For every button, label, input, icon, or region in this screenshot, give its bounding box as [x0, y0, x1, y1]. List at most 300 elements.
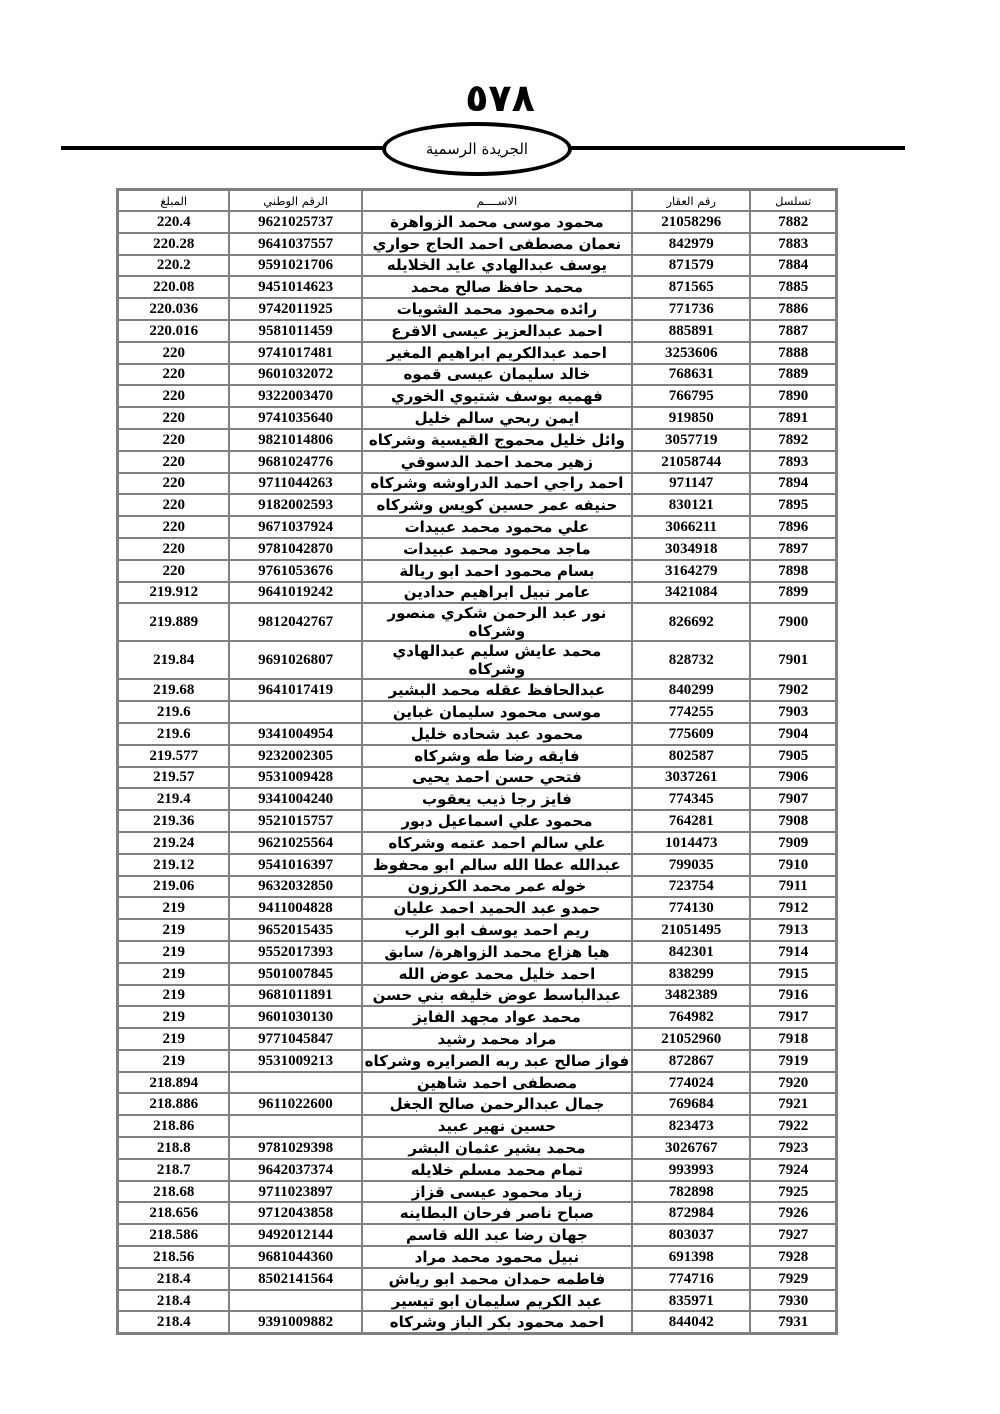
cell-property-no: 3253606 [632, 342, 750, 364]
cell-property-no: 3066211 [632, 516, 750, 538]
cell-amount: 220.28 [118, 233, 229, 255]
table-row [118, 276, 836, 298]
cell-serial: 7889 [750, 364, 836, 386]
cell-serial: 7921 [750, 1093, 836, 1115]
cell-amount: 218.8 [118, 1137, 229, 1159]
cell-property-no: 3482389 [632, 985, 750, 1007]
cell-property-no: 840299 [632, 679, 750, 701]
table-row [118, 1224, 836, 1246]
cell-amount: 220.016 [118, 320, 229, 342]
cell-property-no: 771736 [632, 298, 750, 320]
cell-property-no: 799035 [632, 854, 750, 876]
table-row [118, 1050, 836, 1072]
cell-amount: 220 [118, 407, 229, 429]
cell-serial: 7897 [750, 538, 836, 560]
cell-national-id: 9641017419 [229, 679, 361, 701]
records-table [116, 188, 838, 1335]
cell-national-id [229, 1290, 361, 1312]
cell-amount: 219.889 [118, 603, 229, 641]
cell-name: زهير محمد احمد الدسوقي [362, 451, 632, 473]
cell-name: محمود موسى محمد الزواهرة [362, 211, 632, 233]
publication-title-oval [382, 122, 572, 176]
table-row [118, 963, 836, 985]
cell-name: ريم احمد يوسف ابو الرب [362, 919, 632, 941]
cell-national-id: 9691026807 [229, 641, 361, 679]
cell-national-id: 9681044360 [229, 1246, 361, 1268]
cell-property-no: 871579 [632, 255, 750, 277]
cell-serial: 7885 [750, 276, 836, 298]
cell-national-id: 9671037924 [229, 516, 361, 538]
cell-serial: 7884 [750, 255, 836, 277]
cell-amount: 218.68 [118, 1181, 229, 1203]
cell-serial: 7928 [750, 1246, 836, 1268]
cell-serial: 7892 [750, 429, 836, 451]
cell-national-id: 9781042870 [229, 538, 361, 560]
cell-property-no: 842979 [632, 233, 750, 255]
cell-serial: 7929 [750, 1268, 836, 1290]
cell-name: احمد راجي احمد الدراوشه وشركاه [362, 473, 632, 495]
cell-amount: 218.4 [118, 1268, 229, 1290]
cell-serial: 7891 [750, 407, 836, 429]
cell-name: محمد عواد مجهد الفايز [362, 1006, 632, 1028]
cell-national-id: 9451014623 [229, 276, 361, 298]
cell-national-id: 9591021706 [229, 255, 361, 277]
cell-national-id: 9681024776 [229, 451, 361, 473]
cell-property-no: 872984 [632, 1202, 750, 1224]
cell-name: فايز رجا ذيب يعقوب [362, 788, 632, 810]
cell-serial: 7904 [750, 723, 836, 745]
cell-national-id: 9391009882 [229, 1311, 361, 1333]
cell-serial: 7893 [750, 451, 836, 473]
table-row [118, 1006, 836, 1028]
cell-national-id: 9581011459 [229, 320, 361, 342]
cell-serial: 7919 [750, 1050, 836, 1072]
cell-amount: 219.4 [118, 788, 229, 810]
cell-serial: 7924 [750, 1159, 836, 1181]
cell-amount: 220 [118, 385, 229, 407]
cell-amount: 219.57 [118, 767, 229, 789]
cell-amount: 220 [118, 473, 229, 495]
cell-amount: 218.894 [118, 1072, 229, 1094]
table-body [118, 211, 836, 1333]
cell-national-id: 9601030130 [229, 1006, 361, 1028]
cell-name: ايمن ربحي سالم خليل [362, 407, 632, 429]
cell-property-no: 774024 [632, 1072, 750, 1094]
cell-national-id: 9521015757 [229, 810, 361, 832]
column-header-property-no: رقم العقار [632, 190, 750, 211]
cell-amount: 220 [118, 560, 229, 582]
cell-property-no: 766795 [632, 385, 750, 407]
table-row [118, 1093, 836, 1115]
cell-national-id: 9642037374 [229, 1159, 361, 1181]
cell-serial: 7922 [750, 1115, 836, 1137]
cell-property-no: 871565 [632, 276, 750, 298]
cell-property-no: 826692 [632, 603, 750, 641]
cell-name: جهان رضا عبد الله قاسم [362, 1224, 632, 1246]
cell-property-no: 823473 [632, 1115, 750, 1137]
cell-name: بسام محمود احمد ابو ريالة [362, 560, 632, 582]
cell-name: مراد محمد رشيد [362, 1028, 632, 1050]
table-row [118, 429, 836, 451]
cell-property-no: 21052960 [632, 1028, 750, 1050]
cell-name: مصطفى احمد شاهين [362, 1072, 632, 1094]
cell-name: حنيفه عمر حسين كويس وشركاه [362, 494, 632, 516]
cell-serial: 7915 [750, 963, 836, 985]
cell-property-no: 3026767 [632, 1137, 750, 1159]
cell-serial: 7930 [750, 1290, 836, 1312]
cell-property-no: 764982 [632, 1006, 750, 1028]
cell-name: جمال عبدالرحمن صالح الجغل [362, 1093, 632, 1115]
table-row [118, 1181, 836, 1203]
cell-name: محمد بشير عثمان البشر [362, 1137, 632, 1159]
table-row [118, 701, 836, 723]
table-row [118, 1115, 836, 1137]
cell-name: محمود علي اسماعيل دبور [362, 810, 632, 832]
cell-national-id [229, 1115, 361, 1137]
cell-national-id: 9681011891 [229, 985, 361, 1007]
cell-name: موسى محمود سليمان غباين [362, 701, 632, 723]
page-number: ٥٧٨ [465, 76, 535, 120]
cell-national-id [229, 701, 361, 723]
cell-name: ماجد محمود محمد عبيدات [362, 538, 632, 560]
cell-property-no: 21051495 [632, 919, 750, 941]
cell-national-id: 9812042767 [229, 603, 361, 641]
table-row [118, 767, 836, 789]
cell-national-id: 9761053676 [229, 560, 361, 582]
table-row [118, 1028, 836, 1050]
cell-national-id: 9492012144 [229, 1224, 361, 1246]
column-header-name: الاســــم [362, 190, 632, 211]
cell-name: علي محمود محمد عبيدات [362, 516, 632, 538]
cell-name: فهميه يوسف شتيوي الخوري [362, 385, 632, 407]
cell-amount: 219 [118, 1028, 229, 1050]
table-row [118, 364, 836, 386]
cell-amount: 219 [118, 985, 229, 1007]
cell-amount: 220.2 [118, 255, 229, 277]
cell-national-id: 9741017481 [229, 342, 361, 364]
cell-name: نور عبد الرحمن شكري منصور وشركاه [362, 603, 632, 641]
cell-national-id: 9531009428 [229, 767, 361, 789]
cell-amount: 219.577 [118, 745, 229, 767]
cell-property-no: 802587 [632, 745, 750, 767]
cell-name: عبدالحافظ عقله محمد البشير [362, 679, 632, 701]
table-row [118, 320, 836, 342]
cell-property-no: 838299 [632, 963, 750, 985]
cell-property-no: 971147 [632, 473, 750, 495]
table-row [118, 1159, 836, 1181]
cell-name: احمد خليل محمد عوض الله [362, 963, 632, 985]
cell-amount: 220 [118, 451, 229, 473]
cell-name: محمد حافظ صالح محمد [362, 276, 632, 298]
header-row [118, 190, 836, 211]
cell-property-no: 993993 [632, 1159, 750, 1181]
table-row [118, 641, 836, 679]
cell-amount: 218.4 [118, 1290, 229, 1312]
cell-property-no: 691398 [632, 1246, 750, 1268]
cell-national-id: 9322003470 [229, 385, 361, 407]
cell-serial: 7896 [750, 516, 836, 538]
cell-name: نعمان مصطفى احمد الحاج حواري [362, 233, 632, 255]
cell-serial: 7911 [750, 876, 836, 898]
cell-national-id: 8502141564 [229, 1268, 361, 1290]
cell-serial: 7903 [750, 701, 836, 723]
cell-national-id: 9341004954 [229, 723, 361, 745]
table-row [118, 1311, 836, 1333]
cell-amount: 219.12 [118, 854, 229, 876]
cell-national-id: 9712043858 [229, 1202, 361, 1224]
cell-property-no: 775609 [632, 723, 750, 745]
table-row [118, 211, 836, 233]
cell-property-no: 774345 [632, 788, 750, 810]
cell-property-no: 774130 [632, 897, 750, 919]
cell-serial: 7898 [750, 560, 836, 582]
table-row [118, 560, 836, 582]
cell-serial: 7925 [750, 1181, 836, 1203]
cell-amount: 219.6 [118, 701, 229, 723]
cell-serial: 7902 [750, 679, 836, 701]
table-row [118, 723, 836, 745]
table-row [118, 919, 836, 941]
cell-amount: 219.68 [118, 679, 229, 701]
cell-property-no: 919850 [632, 407, 750, 429]
cell-name: تمام محمد مسلم خلايله [362, 1159, 632, 1181]
cell-property-no: 782898 [632, 1181, 750, 1203]
cell-amount: 220.036 [118, 298, 229, 320]
cell-serial: 7909 [750, 832, 836, 854]
table-row [118, 385, 836, 407]
cell-national-id: 9742011925 [229, 298, 361, 320]
cell-name: عبد الكريم سليمان ابو تيسير [362, 1290, 632, 1312]
cell-national-id: 9531009213 [229, 1050, 361, 1072]
cell-serial: 7901 [750, 641, 836, 679]
cell-name: عبدالباسط عوض خليفه بني حسن [362, 985, 632, 1007]
cell-national-id: 9621025564 [229, 832, 361, 854]
cell-property-no: 844042 [632, 1311, 750, 1333]
cell-serial: 7912 [750, 897, 836, 919]
cell-serial: 7926 [750, 1202, 836, 1224]
cell-serial: 7888 [750, 342, 836, 364]
cell-amount: 219.6 [118, 723, 229, 745]
table-row [118, 233, 836, 255]
cell-amount: 219.84 [118, 641, 229, 679]
table-row [118, 451, 836, 473]
cell-national-id: 9821014806 [229, 429, 361, 451]
cell-name: زياد محمود عيسى قزاز [362, 1181, 632, 1203]
cell-serial: 7890 [750, 385, 836, 407]
table-row [118, 538, 836, 560]
cell-amount: 219.36 [118, 810, 229, 832]
cell-amount: 220 [118, 516, 229, 538]
cell-amount: 219 [118, 1006, 229, 1028]
table-row [118, 897, 836, 919]
cell-national-id: 9652015435 [229, 919, 361, 941]
cell-property-no: 774255 [632, 701, 750, 723]
cell-serial: 7917 [750, 1006, 836, 1028]
cell-name: علي سالم احمد عتمه وشركاه [362, 832, 632, 854]
cell-national-id: 9621025737 [229, 211, 361, 233]
table-row [118, 1268, 836, 1290]
cell-serial: 7931 [750, 1311, 836, 1333]
table-row [118, 407, 836, 429]
cell-amount: 220.4 [118, 211, 229, 233]
cell-national-id [229, 1072, 361, 1094]
cell-amount: 219.06 [118, 876, 229, 898]
cell-amount: 219 [118, 1050, 229, 1072]
cell-national-id: 9232002305 [229, 745, 361, 767]
cell-name: رائده محمود محمد الشويات [362, 298, 632, 320]
cell-amount: 219 [118, 919, 229, 941]
column-header-national-id: الرقم الوطني [229, 190, 361, 211]
table-row [118, 679, 836, 701]
cell-national-id: 9552017393 [229, 941, 361, 963]
cell-amount: 220.08 [118, 276, 229, 298]
table-row [118, 985, 836, 1007]
cell-property-no: 885891 [632, 320, 750, 342]
cell-property-no: 1014473 [632, 832, 750, 854]
cell-serial: 7923 [750, 1137, 836, 1159]
cell-property-no: 768631 [632, 364, 750, 386]
cell-national-id: 9601032072 [229, 364, 361, 386]
table-row [118, 810, 836, 832]
cell-name: محمد عايش سليم عبدالهادي وشركاه [362, 641, 632, 679]
cell-amount: 219 [118, 897, 229, 919]
table-row [118, 876, 836, 898]
cell-name: وائل خليل محموج القيسية وشركاه [362, 429, 632, 451]
cell-amount: 219 [118, 963, 229, 985]
table-row [118, 832, 836, 854]
cell-amount: 219.912 [118, 582, 229, 604]
table-row [118, 1202, 836, 1224]
cell-property-no: 872867 [632, 1050, 750, 1072]
cell-national-id: 9741035640 [229, 407, 361, 429]
cell-serial: 7907 [750, 788, 836, 810]
cell-property-no: 3037261 [632, 767, 750, 789]
cell-property-no: 723754 [632, 876, 750, 898]
cell-name: يوسف عبدالهادي عايد الخلايله [362, 255, 632, 277]
cell-serial: 7908 [750, 810, 836, 832]
cell-national-id: 9641019242 [229, 582, 361, 604]
cell-serial: 7895 [750, 494, 836, 516]
cell-property-no: 3421084 [632, 582, 750, 604]
cell-property-no: 21058296 [632, 211, 750, 233]
table-row [118, 745, 836, 767]
table-row [118, 1137, 836, 1159]
table-row [118, 494, 836, 516]
table-row [118, 582, 836, 604]
cell-serial: 7916 [750, 985, 836, 1007]
cell-name: عامر نبيل ابراهيم حدادين [362, 582, 632, 604]
cell-amount: 219 [118, 941, 229, 963]
cell-national-id: 9771045847 [229, 1028, 361, 1050]
table-row [118, 473, 836, 495]
cell-name: احمد عبدالعزيز عيسى الاقرع [362, 320, 632, 342]
cell-amount: 220 [118, 538, 229, 560]
cell-name: خالد سليمان عيسى قموه [362, 364, 632, 386]
table-row [118, 255, 836, 277]
table-row [118, 1290, 836, 1312]
cell-national-id: 9641037557 [229, 233, 361, 255]
cell-name: حسين نهير عبيد [362, 1115, 632, 1137]
cell-serial: 7918 [750, 1028, 836, 1050]
cell-amount: 218.86 [118, 1115, 229, 1137]
cell-national-id: 9632032850 [229, 876, 361, 898]
cell-serial: 7900 [750, 603, 836, 641]
cell-name: نبيل محمود محمد مراد [362, 1246, 632, 1268]
publication-title: الجريدة الرسمية [425, 140, 529, 158]
cell-amount: 218.656 [118, 1202, 229, 1224]
column-header-amount: المبلغ [118, 190, 229, 211]
table-row [118, 298, 836, 320]
cell-property-no: 828732 [632, 641, 750, 679]
table-row [118, 1072, 836, 1094]
cell-name: خوله عمر محمد الكرزون [362, 876, 632, 898]
cell-property-no: 3034918 [632, 538, 750, 560]
cell-property-no: 774716 [632, 1268, 750, 1290]
cell-property-no: 769684 [632, 1093, 750, 1115]
cell-property-no: 830121 [632, 494, 750, 516]
cell-serial: 7883 [750, 233, 836, 255]
cell-national-id: 9611022600 [229, 1093, 361, 1115]
cell-serial: 7886 [750, 298, 836, 320]
cell-name: فواز صالح عبد ربه الصرايره وشركاه [362, 1050, 632, 1072]
cell-serial: 7887 [750, 320, 836, 342]
cell-national-id: 9711023897 [229, 1181, 361, 1203]
cell-national-id: 9781029398 [229, 1137, 361, 1159]
cell-national-id: 9182002593 [229, 494, 361, 516]
cell-amount: 218.7 [118, 1159, 229, 1181]
cell-amount: 220 [118, 364, 229, 386]
cell-name: احمد عبدالكريم ابراهيم المغير [362, 342, 632, 364]
cell-name: فاطمه حمدان محمد ابو رياش [362, 1268, 632, 1290]
cell-amount: 219.24 [118, 832, 229, 854]
cell-serial: 7914 [750, 941, 836, 963]
cell-name: محمود عبد شحاده خليل [362, 723, 632, 745]
table-row [118, 941, 836, 963]
cell-amount: 220 [118, 342, 229, 364]
cell-amount: 218.586 [118, 1224, 229, 1246]
cell-serial: 7905 [750, 745, 836, 767]
cell-serial: 7899 [750, 582, 836, 604]
cell-serial: 7913 [750, 919, 836, 941]
table-row [118, 603, 836, 641]
cell-property-no: 835971 [632, 1290, 750, 1312]
cell-serial: 7910 [750, 854, 836, 876]
cell-name: صباح ناصر فرحان البطاينه [362, 1202, 632, 1224]
cell-name: احمد محمود بكر الباز وشركاه [362, 1311, 632, 1333]
cell-serial: 7906 [750, 767, 836, 789]
cell-national-id: 9501007845 [229, 963, 361, 985]
cell-property-no: 803037 [632, 1224, 750, 1246]
table-row [118, 854, 836, 876]
cell-property-no: 842301 [632, 941, 750, 963]
cell-serial: 7894 [750, 473, 836, 495]
cell-national-id: 9411004828 [229, 897, 361, 919]
cell-amount: 218.56 [118, 1246, 229, 1268]
cell-amount: 218.886 [118, 1093, 229, 1115]
cell-name: عبدالله عطا الله سالم ابو محفوظ [362, 854, 632, 876]
cell-national-id: 9711044263 [229, 473, 361, 495]
cell-name: حمدو عبد الحميد احمد عليان [362, 897, 632, 919]
cell-amount: 218.4 [118, 1311, 229, 1333]
cell-national-id: 9341004240 [229, 788, 361, 810]
cell-property-no: 3057719 [632, 429, 750, 451]
cell-serial: 7927 [750, 1224, 836, 1246]
cell-amount: 220 [118, 494, 229, 516]
cell-serial: 7920 [750, 1072, 836, 1094]
cell-name: فايقه رضا طه وشركاه [362, 745, 632, 767]
table-row [118, 342, 836, 364]
column-header-serial: تسلسل [750, 190, 836, 211]
